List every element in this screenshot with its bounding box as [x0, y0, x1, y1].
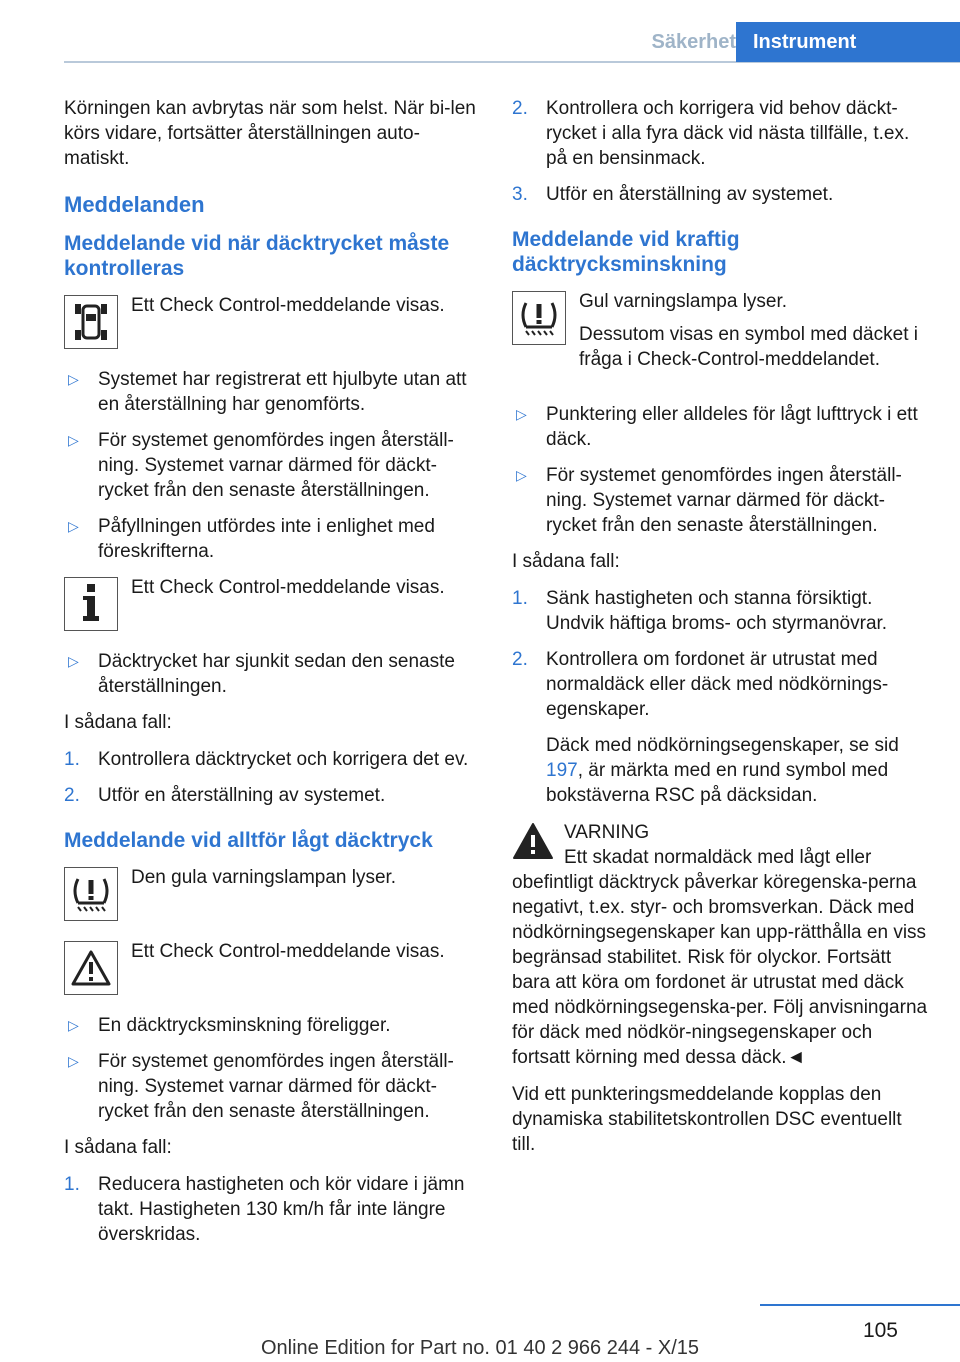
steps-c [512, 96, 930, 207]
warning-block [512, 820, 930, 845]
list-b [64, 649, 482, 699]
list-item: ▷ Påfyllningen utfördes inte i enlighet med föreskrifterna. [68, 516, 435, 562]
heading-low-pressure: Meddelande vid alltför lågt däcktryck [64, 829, 433, 852]
check-control-row-2 [64, 575, 482, 631]
yellow-lamp-text: Den gula varningslampan lyser. [131, 867, 397, 888]
yellow-lamp-row [64, 865, 482, 921]
right-column [512, 96, 930, 1169]
warning-text: Ett skadat normaldäck med lågt eller obefintligt däcktryck påverkar köregenska-perna negativt, t.ex. styr- och bromsverkan. Däck med nödkörningsegenskaper kan upp-rätthålla en viss begränsad stabilitet. Risk för olyckor. Fortsätt bara att köra om fordonet är utrustat med däck med nödkörningsegenska-per. Följ anvisningarna för däck med nödkör-ningsegenskaper och fortsatt körning med dessa däck.◄ [512, 847, 928, 1068]
intro-text: Körningen kan avbrytas när som helst. När bi-len körs vidare, fortsätter återställningen auto-matiskt. [64, 98, 476, 169]
dsc-note: Vid ett punkteringsmeddelande kopplas den dynamiska stabilitetskontrollen DSC eventuellt till. [512, 1084, 902, 1155]
list-item: ▷ Punktering eller alldeles för lågt lufttryck i ett däck. [516, 404, 918, 450]
heading-strong-pressure-loss: Meddelande vid kraftig däcktrycksminskning [512, 228, 740, 276]
in-such-case-2: I sådana fall: [64, 1137, 172, 1158]
list-item: ▷ Systemet har registrerat ett hjulbyte utan att en återställning har genomförts. [68, 369, 467, 415]
warning-title: VARNING [564, 822, 650, 843]
check-control-text-1: Ett Check Control-meddelande visas. [131, 295, 445, 316]
step-item: 1. Kontrollera däcktrycket och korrigera det ev. [64, 749, 469, 770]
list-d [512, 402, 930, 538]
info-icon [64, 577, 118, 631]
steps-a [64, 747, 482, 808]
yellow-lamp-row-2 [512, 289, 930, 384]
footer-rule [760, 1304, 960, 1306]
tire-pressure-warning-icon [64, 867, 118, 921]
car-tire-status-icon [64, 295, 118, 349]
yellow-lamp-text-2: Gul varningslampa lyser. [579, 291, 788, 312]
symbol-shown-text: Dessutom visas en symbol med däcket i fråga i Check-Control-meddelandet. [579, 324, 918, 370]
page-link[interactable]: 197 [546, 760, 578, 781]
check-control-text-2: Ett Check Control-meddelande visas. [131, 577, 445, 598]
list-item: ▷ För systemet genomfördes ingen återställ-ning. Systemet varnar därmed för däckt-rycket från den senaste återställningen. [516, 465, 902, 536]
page-number: 105 [862, 1319, 898, 1342]
list-a [64, 367, 482, 564]
in-such-case-1: I sådana fall: [64, 712, 172, 733]
list-item: ▷ Däcktrycket har sjunkit sedan den senaste återställningen. [68, 651, 455, 697]
left-column [64, 96, 482, 1258]
step-item: 1. Reducera hastigheten och kör vidare i jämn takt. Hastigheten 130 km/h får inte längre överskridas. [64, 1174, 465, 1245]
heading-messages: Meddelanden [64, 192, 205, 217]
warning-triangle-icon [64, 941, 118, 995]
steps-b [64, 1172, 482, 1247]
warning-triangle-icon [512, 822, 554, 860]
step-item: 3. Utför en återställning av systemet. [512, 184, 834, 205]
tire-pressure-warning-icon [512, 291, 566, 345]
heading-check-pressure: Meddelande vid när däcktrycket måste kontrolleras [64, 232, 450, 280]
list-item: ▷ En däcktrycksminskning föreligger. [68, 1015, 391, 1036]
tab-section[interactable]: Säkerhet [651, 31, 736, 53]
in-such-case-3: I sådana fall: [512, 551, 620, 572]
step-item: 2. Utför en återställning av systemet. [64, 785, 386, 806]
steps-d [512, 586, 930, 722]
list-item: ▷ För systemet genomfördes ingen återställ-ning. Systemet varnar därmed för däckt-rycket från den senaste återställningen. [68, 1051, 454, 1122]
rsc-note: Däck med nödkörningsegenskaper, se sid 197, är märkta med en rund symbol med bokstäverna RSC på däcksidan. [546, 735, 899, 806]
check-control-text-3: Ett Check Control-meddelande visas. [131, 941, 445, 962]
check-control-row-3 [64, 939, 482, 995]
step-item: 2. Kontrollera om fordonet är utrustat med normaldäck eller däck med nödkörnings-egenskaper. [512, 649, 889, 720]
check-control-row-1 [64, 293, 482, 349]
step-item: 2. Kontrollera och korrigera vid behov däckt-rycket i alla fyra däck vid nästa tillfälle, t.ex. på en bensinmack. [512, 98, 910, 169]
tab-active[interactable]: Instrument [736, 22, 960, 62]
yellow-lamp-texts [579, 289, 930, 384]
list-item: ▷ För systemet genomfördes ingen återställ-ning. Systemet varnar därmed för däckt-rycket från den senaste återställningen. [68, 430, 454, 501]
edition-footer: Online Edition for Part no. 01 40 2 966 244 - X/15 [260, 1337, 700, 1359]
list-c [64, 1013, 482, 1124]
step-item: 1. Sänk hastigheten och stanna försiktigt. Undvik häftiga broms- och styrmanövrar. [512, 588, 888, 634]
